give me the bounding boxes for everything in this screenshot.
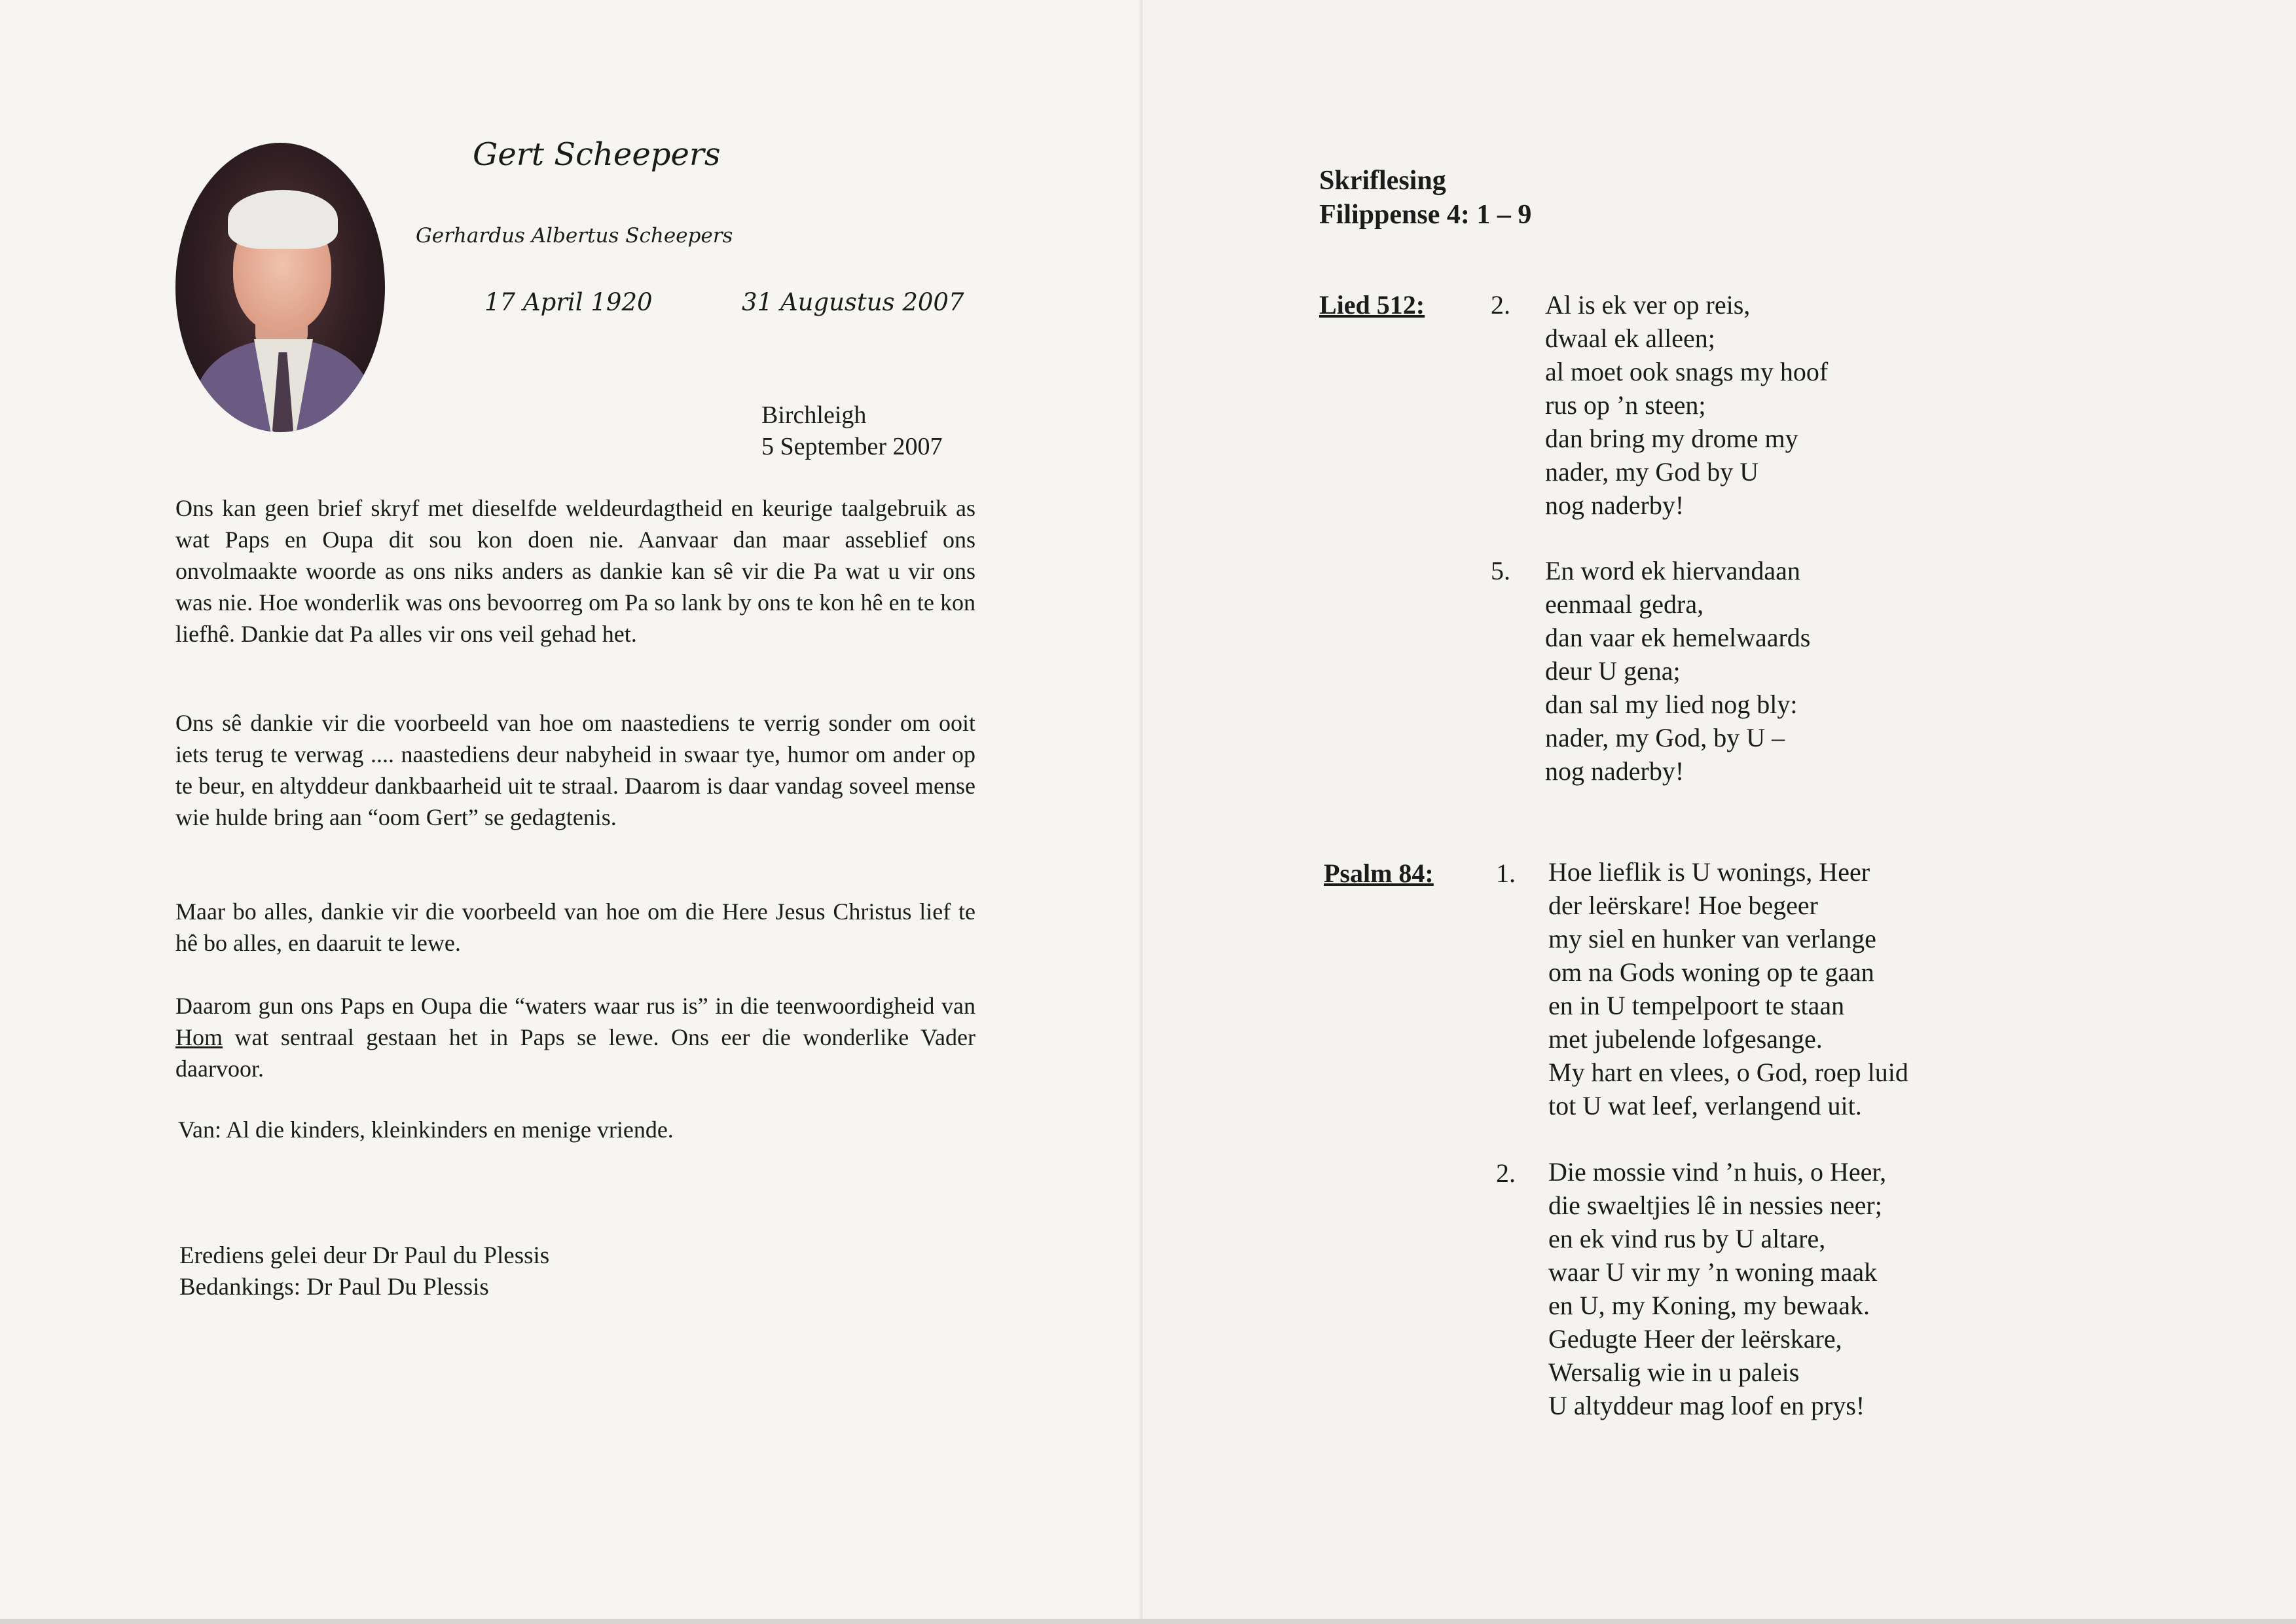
psalm-verse-number: 2. [1496, 1158, 1516, 1188]
verse-line: my siel en hunker van verlange [1548, 924, 1876, 953]
verse-line: nog naderby! [1545, 756, 1685, 786]
verse-line: om na Gods woning op te gaan [1548, 957, 1874, 987]
verse-line: en ek vind rus by U altare, [1548, 1224, 1826, 1253]
paragraph-4-text-start: Daarom gun ons Paps en Oupa die “waters waar rus is” in die teenwoordigheid van [175, 993, 975, 1019]
hymn-verse-number: 2. [1491, 290, 1510, 320]
verse-line: Die mossie vind ’n huis, o Heer, [1548, 1157, 1887, 1187]
paragraph-4-text-end: wat sentraal gestaan het in Paps se lewe. Ons eer die wonderlike Vader daarvoor. [175, 1024, 975, 1082]
verse-line: met jubelende lofgesange. [1548, 1024, 1823, 1054]
psalm-verse-number: 1. [1496, 858, 1516, 888]
paper-edge [0, 1619, 2296, 1624]
portrait-photo [175, 143, 385, 432]
left-page [0, 0, 1142, 1624]
signoff: Van: Al die kinders, kleinkinders en menige vriende. [178, 1116, 674, 1143]
verse-line: nog naderby! [1545, 490, 1685, 520]
verse-line: My hart en vlees, o God, roep luid [1548, 1058, 1908, 1087]
letter-paragraph-1: Ons kan geen brief skryf met dieselfde weldeurdagtheid en keurige taalgebruik as wat Paps en Oupa dit sou kon doen nie. Aanvaar dan maar asseblief ons onvolmaakte woorde as ons niks anders as dankie kan sê vir die Pa wat u vir ons was nie. Hoe wonderlik was ons bevoorreg om Pa so lank by ons te kon hê en te kon liefhê. Dankie dat Pa alles vir ons veil gehad het. [175, 495, 975, 647]
verse-line: U altyddeur mag loof en prys! [1548, 1391, 1865, 1420]
letter-paragraph-4 [175, 990, 975, 1084]
letter-paragraph-2: Ons sê dankie vir die voorbeeld van hoe om naastediens te verrig sonder om ooit iets terug te verwag .... naastediens deur nabyheid in swaar tye, humor om ander op te beur, en altyddeur dankbaarheid uit te straal. Daarom is daar vandag soveel mense wie hulde bring aan “oom Gert” se gedagtenis. [175, 710, 975, 830]
hymn-label: Lied 512: [1319, 290, 1425, 320]
hymn-verse-number: 5. [1491, 556, 1510, 585]
verse-line: dan bring my drome my [1545, 424, 1798, 453]
psalm-label: Psalm 84: [1324, 858, 1434, 888]
service-leader: Erediens gelei deur Dr Paul du Plessis [179, 1242, 550, 1269]
verse-line: Hoe lieflik is U wonings, Heer [1548, 857, 1870, 887]
deceased-name: Gert Scheepers [473, 136, 721, 173]
verse-line: tot U wat leef, verlangend uit. [1548, 1091, 1862, 1120]
verse-line: die swaeltjies lê in nessies neer; [1548, 1190, 1882, 1220]
verse-line: Gedugte Heer der leërskare, [1548, 1324, 1842, 1354]
reading-reference: Filippense 4: 1 – 9 [1319, 200, 1532, 230]
death-date: 31 Augustus 2007 [742, 288, 964, 316]
verse-line: Wersalig wie in u paleis [1548, 1357, 1800, 1387]
verse-line: en in U tempelpoort te staan [1548, 991, 1845, 1020]
deceased-full-name: Gerhardus Albertus Scheepers [416, 224, 733, 248]
birth-date: 17 April 1920 [484, 288, 653, 316]
psalm-verse [1548, 855, 1908, 1122]
verse-line: waar U vir my ’n woning maak [1548, 1257, 1878, 1287]
hymn-verse [1545, 554, 1810, 788]
verse-line: der leërskare! Hoe begeer [1548, 891, 1818, 920]
verse-line: nader, my God by U [1545, 457, 1759, 487]
hymn-verse [1545, 288, 1828, 522]
letter-paragraph-3: Maar bo alles, dankie vir die voorbeeld van hoe om die Here Jesus Christus lief te hê bo alles, en daaruit te lewe. [175, 898, 975, 956]
verse-line: deur U gena; [1545, 656, 1681, 686]
verse-line: Al is ek ver op reis, [1545, 290, 1751, 320]
reading-title: Skriflesing [1319, 166, 1446, 196]
right-page [1142, 0, 2296, 1624]
verse-line: dan vaar ek hemelwaards [1545, 623, 1811, 652]
verse-line: eenmaal gedra, [1545, 589, 1704, 619]
verse-line: dan sal my lied nog bly: [1545, 690, 1798, 719]
portrait-hair [228, 190, 338, 249]
verse-line: en U, my Koning, my bewaak. [1548, 1291, 1870, 1320]
letter-date: 5 September 2007 [761, 433, 943, 460]
verse-line: dwaal ek alleen; [1545, 323, 1715, 353]
underlined-word: Hom [175, 1024, 223, 1050]
psalm-verse [1548, 1155, 1886, 1422]
verse-line: En word ek hiervandaan [1545, 556, 1800, 585]
verse-line: rus op ’n steen; [1545, 390, 1706, 420]
verse-line: al moet ook snags my hoof [1545, 357, 1829, 386]
verse-line: nader, my God, by U – [1545, 723, 1785, 752]
letter-place: Birchleigh [761, 401, 867, 429]
thanks-line: Bedankings: Dr Paul Du Plessis [179, 1274, 489, 1301]
